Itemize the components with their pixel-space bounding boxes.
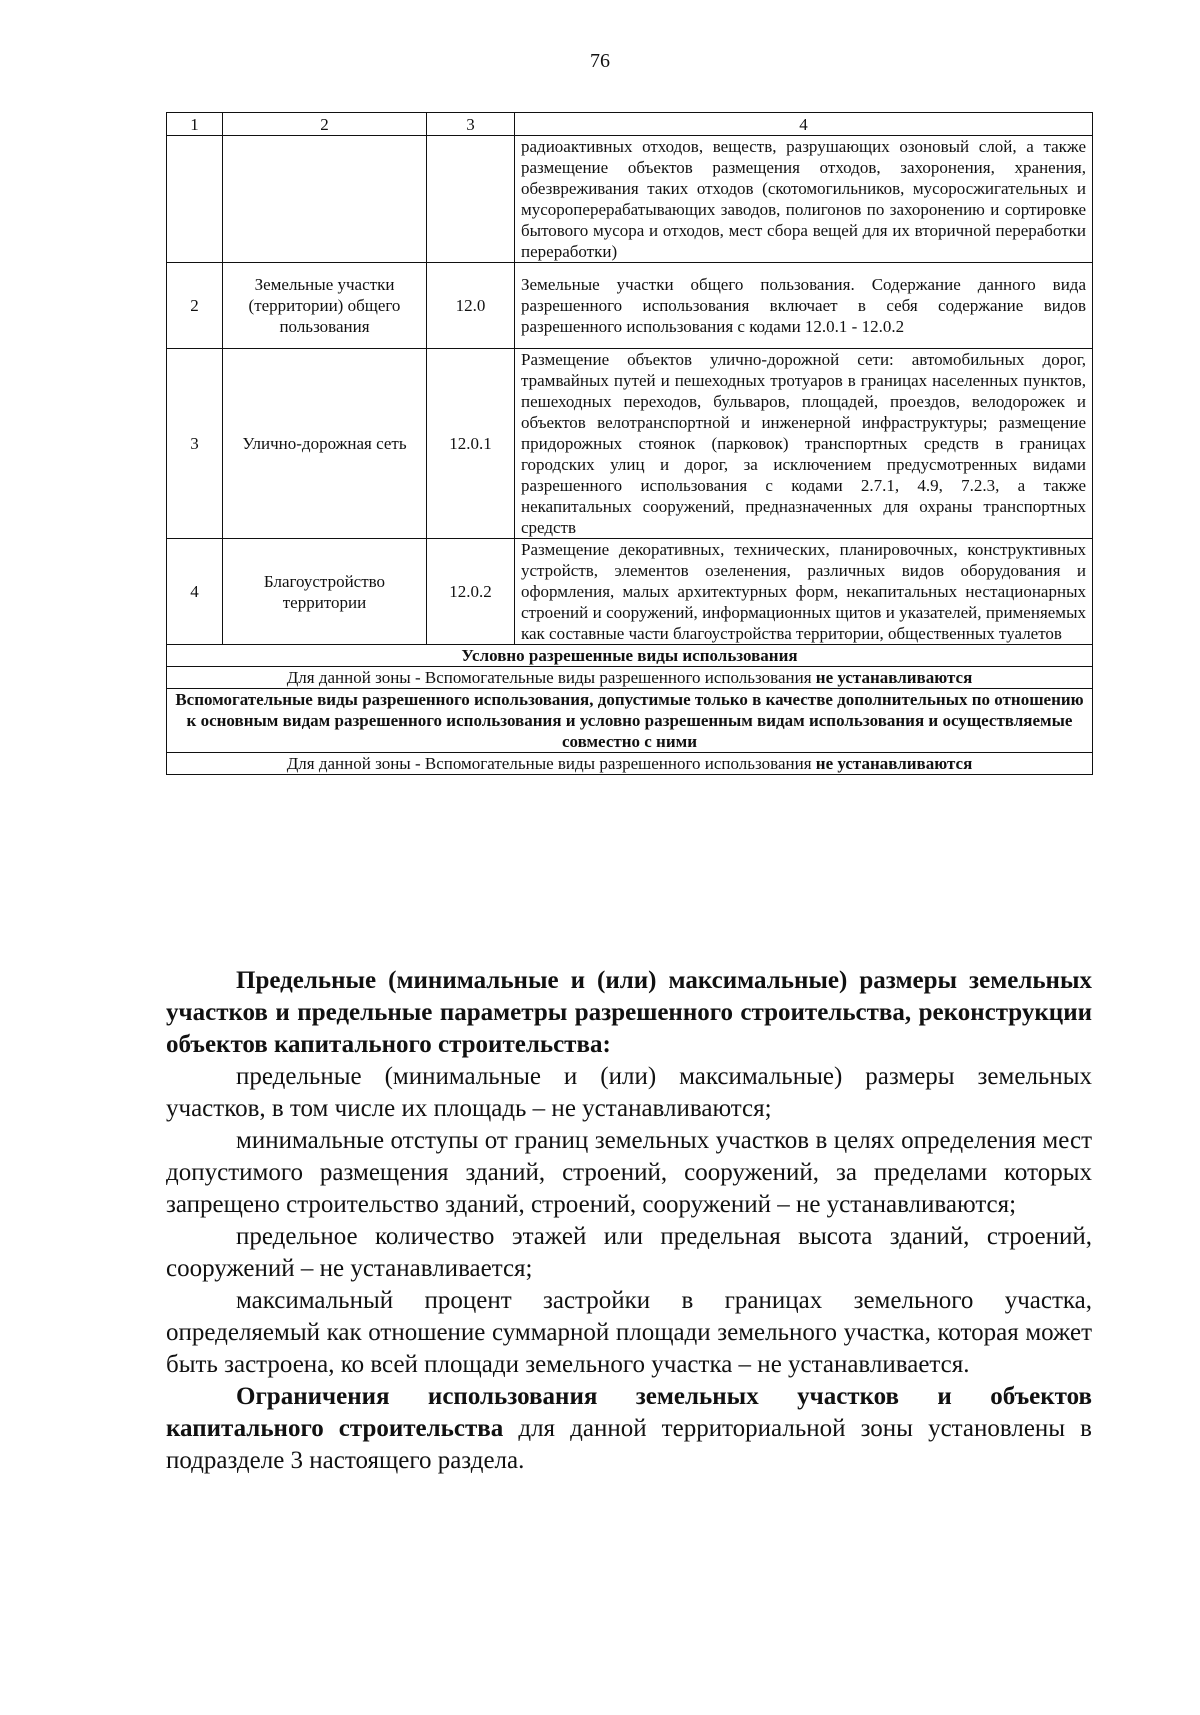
row-description: Размещение декоративных, технических, планировочных, конструктивных устройств, элементов озеленения, различных видов оборудования и оформления, малых архитектурных форм, некапитальных нестационарных строений и сооружений, информационных щитов и указателей, применяемых как составные части благоустройства территории, общественных туалетов [515, 539, 1093, 645]
table-row [167, 263, 1093, 349]
auxiliary-note [167, 753, 1093, 775]
land-use-table [166, 112, 1093, 775]
paragraph: предельное количество этажей или предельная высота зданий, строений, сооружений – не устанавливается; [166, 1223, 1092, 1282]
table-row [167, 349, 1093, 539]
continuation-code-cell [427, 136, 515, 263]
restrictions-rest: для данной территориальной зоны установлены в подразделе 3 настоящего раздела. [166, 1415, 1092, 1474]
page-number: 76 [590, 50, 610, 72]
row-description: Размещение объектов улично-дорожной сети: автомобильных дорог, трамвайных путей и пешеходных тротуаров в границах населенных пунктов, пешеходных переходов, бульваров, площадей, проездов, велодорожек и объектов велотранспортной и инженерной инфраструктуры; размещение придорожных стоянок (парковок) транспортных средств в границах городских улиц и дорог, за исключением предусмотренных видами разрешенного использования с кодами 2.7.1, 4.9, 7.2.3, а также некапитальных сооружений, предназначенных для охраны транспортных средств [515, 349, 1093, 539]
paragraph: максимальный процент застройки в границах земельного участка, определяемый как отношение суммарной площади земельного участка, которая может быть застроена, ко всей площади земельного участка – не устанавливается. [166, 1287, 1092, 1378]
conditional-note-row [167, 667, 1093, 689]
table-header-row [167, 113, 1093, 136]
header-col-1: 1 [167, 113, 223, 136]
row-number: 3 [167, 349, 223, 539]
row-name: Улично-дорожная сеть [223, 349, 427, 539]
continuation-num-cell [167, 136, 223, 263]
header-col-2: 2 [223, 113, 427, 136]
conditional-note [167, 667, 1093, 689]
paragraph: предельные (минимальные и (или) максимальные) размеры земельных участков, в том числе их площадь – не устанавливаются; [166, 1063, 1092, 1122]
auxiliary-note-row [167, 753, 1093, 775]
paragraph: минимальные отступы от границ земельных участков в целях определения мест допустимого размещения зданий, строений, сооружений, за пределами которых запрещено строительство зданий, строений, сооружений – не устанавливаются; [166, 1127, 1092, 1218]
continuation-description: радиоактивных отходов, веществ, разрушающих озоновый слой, а также размещение объектов размещения отходов, захоронения, хранения, обезвреживания таких отходов (скотомогильников, мусоросжигательных и мусороперерабатывающих заводов, полигонов по захоронению и сортировке бытового мусора и отходов, мест сбора вещей для их вторичной переработки переработки) [515, 136, 1093, 263]
row-code: 12.0.2 [427, 539, 515, 645]
auxiliary-heading-row [167, 689, 1093, 753]
row-code: 12.0.1 [427, 349, 515, 539]
row-name: Земельные участки (территории) общего пользования [223, 263, 427, 349]
table-row-continuation [167, 136, 1093, 263]
auxiliary-note-bold: не устанавливаются [815, 754, 973, 773]
auxiliary-note-prefix: Для данной зоны - Вспомогательные виды разрешенного использования [286, 754, 816, 773]
restrictions-paragraph [166, 1381, 1092, 1477]
conditional-heading: Условно разрешенные виды использования [167, 645, 1093, 667]
table-row [167, 539, 1093, 645]
row-number: 2 [167, 263, 223, 349]
parameters-section [166, 965, 1092, 1477]
restrictions-bold: Ограничения использования земельных участков и объектов капитального строительства [166, 1383, 1092, 1442]
row-code: 12.0 [427, 263, 515, 349]
conditional-note-bold: не устанавливаются [815, 668, 973, 687]
section-heading: Предельные (минимальные и (или) максимальные) размеры земельных участков и предельные параметры разрешенного строительства, реконструкции объектов капитального строительства: [166, 967, 1092, 1058]
row-name: Благоустройство территории [223, 539, 427, 645]
conditional-note-prefix: Для данной зоны - Вспомогательные виды разрешенного использования [286, 668, 816, 687]
conditional-heading-row [167, 645, 1093, 667]
continuation-name-cell [223, 136, 427, 263]
header-col-4: 4 [515, 113, 1093, 136]
auxiliary-heading: Вспомогательные виды разрешенного использования, допустимые только в качестве дополнительных по отношению к основным видам разрешенного использования и условно разрешенным видам использования и осуществляемые совместно с ними [167, 689, 1093, 753]
row-description: Земельные участки общего пользования. Содержание данного вида разрешенного использования включает в себя содержание видов разрешенного использования с кодами 12.0.1 - 12.0.2 [515, 263, 1093, 349]
header-col-3: 3 [427, 113, 515, 136]
row-number: 4 [167, 539, 223, 645]
